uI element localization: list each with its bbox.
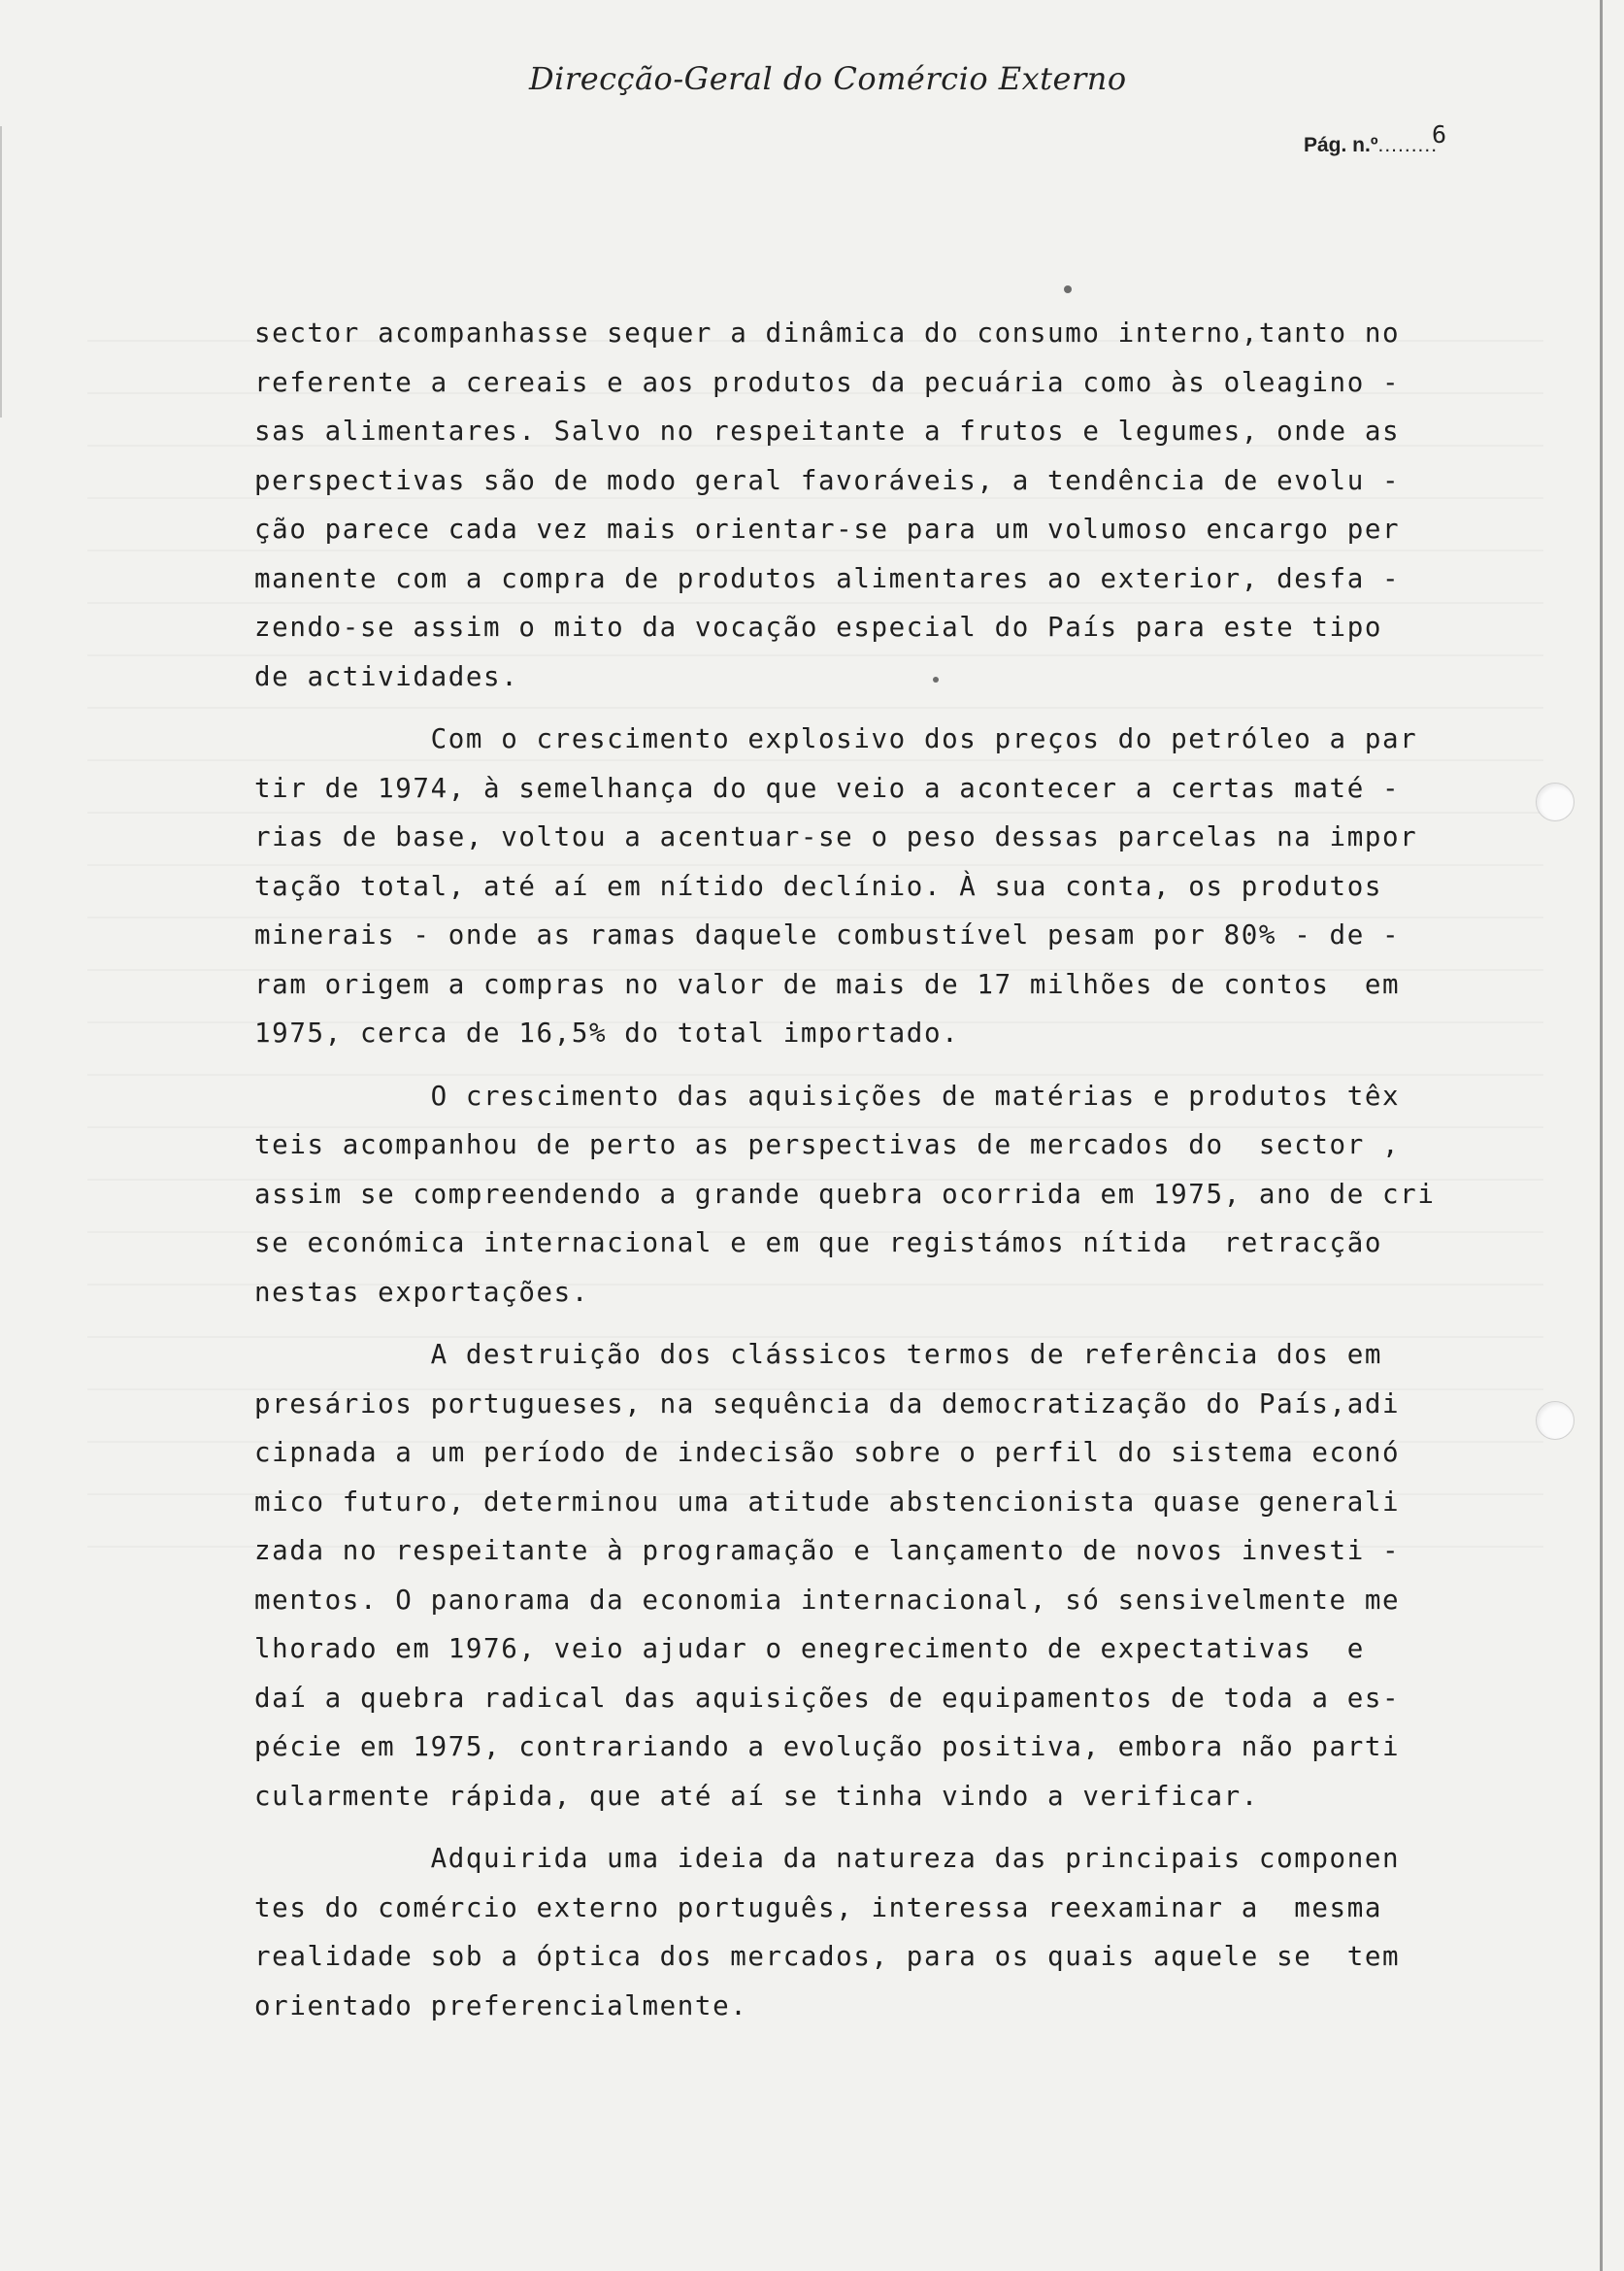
text-line: cipnada a um período de indecisão sobre o perfil do sistema econó xyxy=(254,1437,1401,1468)
text-line: de actividades. xyxy=(254,660,519,692)
punch-hole-top xyxy=(1536,783,1574,821)
text-line: realidade sob a óptica dos mercados, para os quais aquele se tem xyxy=(254,1941,1401,1972)
text-line: cularmente rápida, que até aí se tinha vindo a verificar. xyxy=(254,1780,1259,1812)
text-line: daí a quebra radical das aquisições de equipamentos de toda a es- xyxy=(254,1682,1401,1714)
ink-speck xyxy=(1064,285,1072,293)
text-line: nestas exportações. xyxy=(254,1276,589,1308)
text-line: Com o crescimento explosivo dos preços do petróleo a par xyxy=(254,723,1418,754)
text-line: sector acompanhasse sequer a dinâmica do consumo interno,tanto no xyxy=(254,317,1401,349)
paragraph-gap xyxy=(254,1820,1516,1834)
text-line: mico futuro, determinou uma atitude abstencionista quase generali xyxy=(254,1486,1401,1518)
text-line: 1975, cerca de 16,5% do total importado. xyxy=(254,1018,960,1049)
paragraph-gap xyxy=(254,1317,1516,1330)
text-line: manente com a compra de produtos alimentares ao exterior, desfa - xyxy=(254,562,1401,594)
page-edge-right xyxy=(1600,0,1603,2271)
text-line: se económica internacional e em que registámos nítida retracção xyxy=(254,1227,1383,1258)
page-number-field xyxy=(1304,120,1447,157)
text-line: A destruição dos clássicos termos de referência dos em xyxy=(254,1339,1383,1370)
letterhead: Direcção-Geral do Comércio Externo xyxy=(529,60,1127,97)
page-edge-left xyxy=(0,126,2,417)
text-line: zendo-se assim o mito da vocação especial do País para este tipo xyxy=(254,612,1383,643)
text-line: perspectivas são de modo geral favoráveis, a tendência de evolu - xyxy=(254,464,1401,496)
text-line: sas alimentares. Salvo no respeitante a frutos e legumes, onde as xyxy=(254,416,1401,447)
text-line: assim se compreendendo a grande quebra ocorrida em 1975, ano de cri xyxy=(254,1178,1436,1210)
text-line: zada no respeitante à programação e lançamento de novos investi - xyxy=(254,1535,1401,1566)
page-number: 6 xyxy=(1432,120,1447,149)
text-line: minerais - onde as ramas daquele combustível pesam por 80% - de - xyxy=(254,919,1401,951)
text-line: ram origem a compras no valor de mais de 17 milhões de contos em xyxy=(254,968,1401,1000)
text-line: Adquirida uma ideia da natureza das principais componen xyxy=(254,1843,1401,1874)
text-line: orientado preferencialmente. xyxy=(254,1989,748,2021)
punch-hole-bottom xyxy=(1536,1401,1574,1440)
text-line: pécie em 1975, contrariando a evolução positiva, embora não parti xyxy=(254,1731,1401,1762)
text-line: O crescimento das aquisições de matérias e produtos têx xyxy=(254,1080,1401,1112)
paragraph-gap xyxy=(254,1058,1516,1072)
text-line: mentos. O panorama da economia internacional, só sensivelmente me xyxy=(254,1584,1401,1616)
text-line: lhorado em 1976, veio ajudar o enegrecimento de expectativas e xyxy=(254,1633,1365,1664)
ink-speck xyxy=(933,677,939,683)
page-number-label: Pág. n.º xyxy=(1304,134,1378,156)
paragraph-gap xyxy=(254,701,1516,715)
body-text xyxy=(254,309,1516,2030)
page-number-dots: ......... xyxy=(1377,134,1439,156)
text-line: teis acompanhou de perto as perspectivas de mercados do sector , xyxy=(254,1129,1401,1160)
text-line: presários portugueses, na sequência da democratização do País,adi xyxy=(254,1387,1401,1419)
text-line: tes do comércio externo português, interessa reexaminar a mesma xyxy=(254,1891,1383,1923)
text-line: tir de 1974, à semelhança do que veio a acontecer a certas maté - xyxy=(254,772,1401,804)
text-line: ção parece cada vez mais orientar-se para um volumoso encargo per xyxy=(254,514,1401,545)
text-line: tação total, até aí em nítido declínio. À sua conta, os produtos xyxy=(254,870,1383,902)
text-line: rias de base, voltou a acentuar-se o peso dessas parcelas na impor xyxy=(254,821,1418,852)
text-line: referente a cereais e aos produtos da pecuária como às oleagino - xyxy=(254,366,1401,398)
